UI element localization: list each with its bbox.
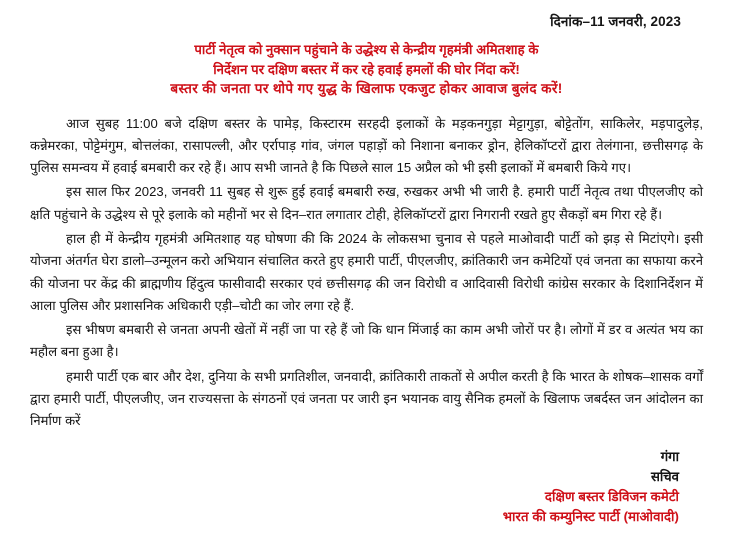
date-line: दिनांक–11 जनवरी, 2023 <box>550 14 681 29</box>
paragraph-2: इस साल फिर 2023, जनवरी 11 सुबह से शुरू हुई हवाई बमबारी रुख, रुखकर अभी भी जारी है. हमारी पार्टी नेतृत्व तथा पीएलजीए को क्षति पहुंचाने के उद्धेश्य से पूरे इलाके को महीनों भर से दिन–रात लगातार टोही, हेलिकॉप्टरों द्वारा निगरानी रखते हुए सैकड़ों बम गिरा रहे हैं। <box>30 184 703 222</box>
headline-block <box>42 40 691 99</box>
paragraph-1: आज सुबह 11:00 बजे दक्षिण बस्तर के पामेड़, किस्टारम सरहदी इलाकों के मड़कनगुड़ा मेट्टागुड़ा, बोट्टेतोंग, साकिलेर, मड़पादुलेड़, कन्नेमरका, पोट्टेमंगुम, बोत्तलंका, रासापल्ली, और एर्रापाड़ गांव, जंगल पहाड़ों को निशाना बनाकर ड्रोन, हेलिकॉप्टरों द्वारा तेलंगाना, छत्तीसगढ़ के पुलिस समन्वय में हवाई बमबारी कर रहे हैं। आप सभी जानते है कि पिछले साल 15 अप्रैल को भी इसी इलाकों में बमबारी किये गए। <box>30 115 703 176</box>
signatory-organization: भारत की कम्युनिस्ट पार्टी (माओवादी) <box>502 508 679 524</box>
headline-line-2: निर्देशन पर दक्षिण बस्तर में कर रहे हवाई हमलों की घोर निंदा करें! <box>213 61 520 77</box>
headline-line-3: बस्तर की जनता पर थोपे गए युद्ध के खिलाफ एकजुट होकर आवाज बुलंद करें! <box>170 81 563 96</box>
headline-line-1: पार्टी नेतृत्व को नुक्सान पहुंचाने के उद्धेश्य से केन्द्रीय गृहमंत्री अमितशाह के <box>194 42 539 57</box>
signature-block <box>28 447 705 527</box>
paragraph-4: इस भीषण बमबारी से जनता अपनी खेतों में नहीं जा पा रहे हैं जो कि धान मिंजाई का काम अभी जोरों पर है। लोगों में डर व अत्यंत भय का महौल बना हुआ है। <box>30 322 703 360</box>
signatory-name: गंगा <box>660 448 679 464</box>
signatory-designation: सचिव <box>650 468 679 484</box>
paragraph-5: हमारी पार्टी एक बार और देश, दुनिया के सभी प्रगतिशील, जनवादी, क्रांतिकारी ताकतों से अपील करती है कि भारत के शोषक–शासक वर्गों द्वारा हमारी पार्टी, पीएलजीए, जन राज्यसत्ता के संगठनों एवं जनता पर जारी इन भयानक वायु सैनिक हमलों के खिलाफ जबर्दस्त जन आंदोलन का निर्माण करें <box>30 368 703 429</box>
signatory-committee: दक्षिण बस्तर डिविजन कमेटी <box>544 488 679 504</box>
paragraph-3: हाल ही में केन्द्रीय गृहमंत्री अमितशाह यह घोषणा की कि 2024 के लोकसभा चुनाव से पहले माओवादी पार्टी को झड़ से मिटांएगे। इसी योजना अंतर्गत घेरा डालो–उन्मूलन करो अभियान संचालित करते हुए हमारी पार्टी, पीएलजीए, क्रांतिकारी जन कमेटियों एवं जनता का सफाया करने की योजना पर केंद्र की ब्राह्मणीय हिंदुत्व फासीवादी सरकार एवं छत्तीसगढ़ की जन विरोधी व आदिवासी विरोधी कांग्रेस सरकार के दिशानिर्देशन में आला पुलिस और प्रशासनिक अधिकारी एड़ी–चोटी का जोर लगा रहे हैं. <box>30 230 703 313</box>
body-text <box>30 113 703 433</box>
